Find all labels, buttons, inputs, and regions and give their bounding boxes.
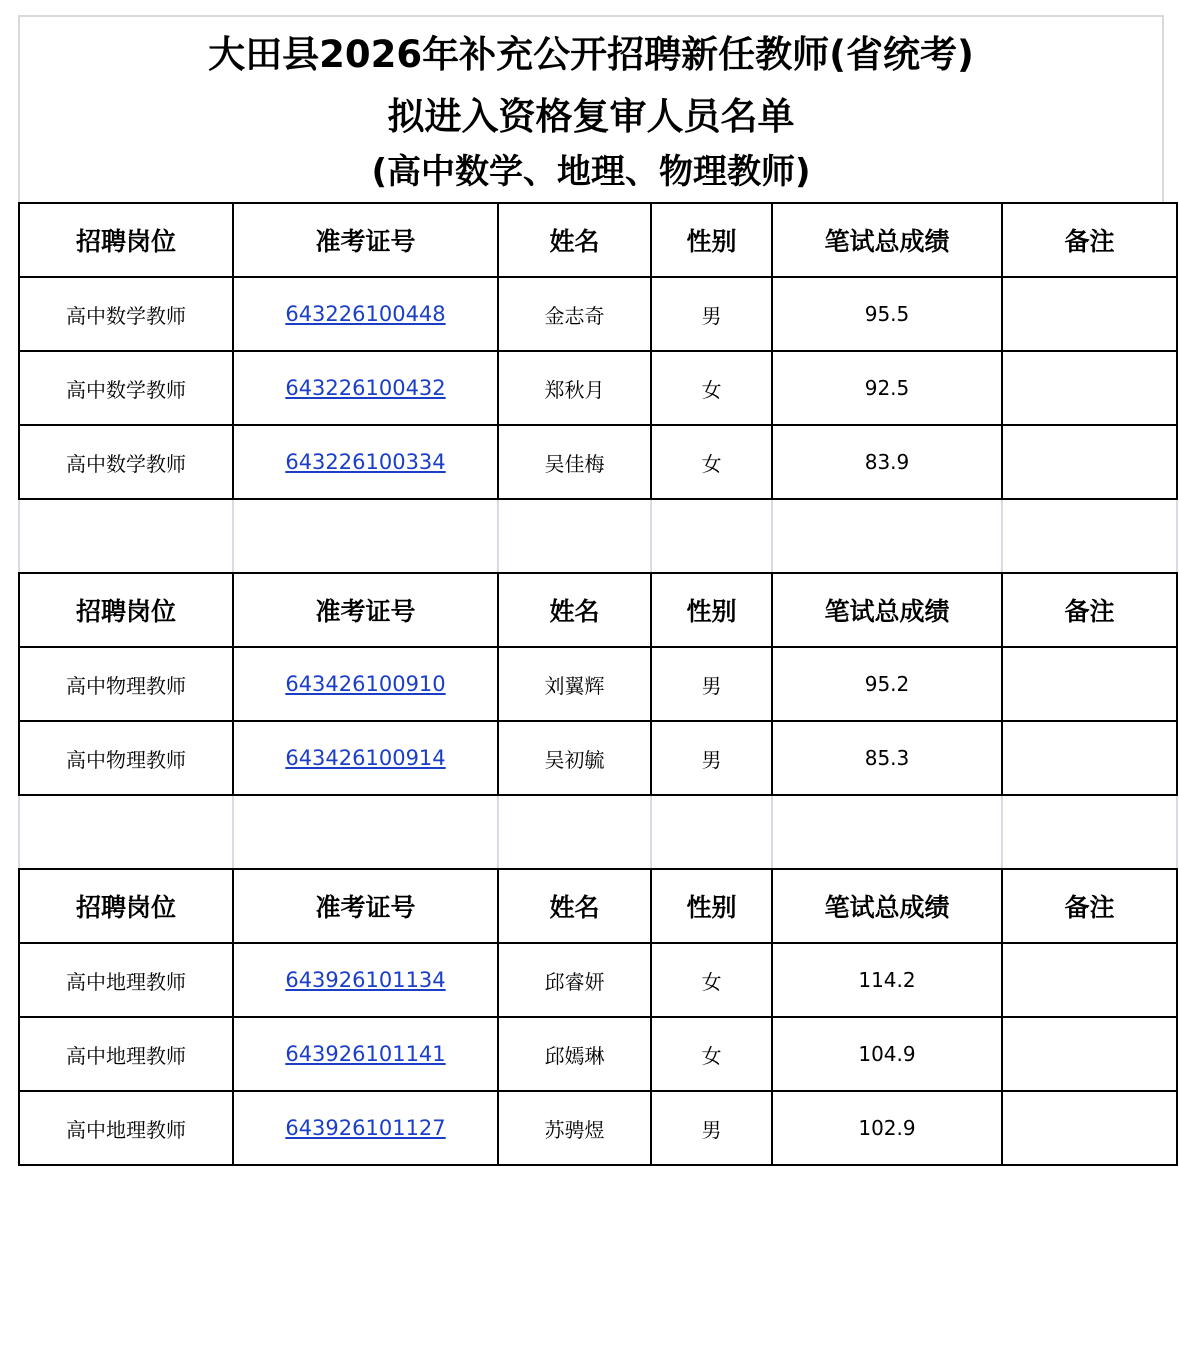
- results-table-3: [18, 868, 1178, 1166]
- exam-number-link[interactable]: 643226100432: [285, 376, 446, 400]
- table-row: [19, 1091, 1177, 1165]
- spacer-cell: [772, 796, 1002, 868]
- spacer-cell: [772, 500, 1002, 572]
- column-header-gender: 性别: [651, 203, 772, 277]
- spacer-cell: [651, 796, 772, 868]
- table-row: [19, 943, 1177, 1017]
- table-header-row: [19, 573, 1177, 647]
- cell-note: [1002, 1091, 1177, 1165]
- cell-name: 苏骋煜: [498, 1091, 651, 1165]
- cell-note: [1002, 277, 1177, 351]
- cell-position: 高中数学教师: [19, 425, 233, 499]
- cell-exam-number: [233, 1091, 498, 1165]
- cell-note: [1002, 425, 1177, 499]
- spacer-cell: [1002, 500, 1177, 572]
- column-header-exam-number: 准考证号: [233, 869, 498, 943]
- cell-position: 高中地理教师: [19, 1091, 233, 1165]
- cell-name: 金志奇: [498, 277, 651, 351]
- cell-position: 高中数学教师: [19, 277, 233, 351]
- column-header-position: 招聘岗位: [19, 869, 233, 943]
- cell-exam-number: [233, 425, 498, 499]
- column-header-score: 笔试总成绩: [772, 573, 1002, 647]
- column-header-score: 笔试总成绩: [772, 869, 1002, 943]
- title-block: [18, 15, 1164, 202]
- results-table-2: [18, 572, 1178, 796]
- table-header-row: [19, 869, 1177, 943]
- cell-name: 郑秋月: [498, 351, 651, 425]
- column-header-name: 姓名: [498, 203, 651, 277]
- cell-exam-number: [233, 351, 498, 425]
- exam-number-link[interactable]: 643426100910: [285, 672, 446, 696]
- column-header-name: 姓名: [498, 573, 651, 647]
- cell-gender: 男: [651, 277, 772, 351]
- results-table-1: [18, 202, 1178, 500]
- column-header-exam-number: 准考证号: [233, 203, 498, 277]
- table-row: [19, 721, 1177, 795]
- page-subtitle: 拟进入资格复审人员名单: [387, 95, 795, 138]
- cell-score: 83.9: [772, 425, 1002, 499]
- spacer-cell: [19, 500, 233, 572]
- column-header-name: 姓名: [498, 869, 651, 943]
- exam-number-link[interactable]: 643926101141: [285, 1042, 446, 1066]
- cell-score: 85.3: [772, 721, 1002, 795]
- exam-number-link[interactable]: 643926101127: [285, 1116, 446, 1140]
- document-sheet: [18, 15, 1164, 1166]
- cell-gender: 女: [651, 351, 772, 425]
- cell-note: [1002, 351, 1177, 425]
- cell-note: [1002, 721, 1177, 795]
- cell-exam-number: [233, 943, 498, 1017]
- cell-exam-number: [233, 277, 498, 351]
- cell-name: 邱睿妍: [498, 943, 651, 1017]
- cell-position: 高中地理教师: [19, 1017, 233, 1091]
- spacer-cell: [651, 500, 772, 572]
- cell-gender: 男: [651, 721, 772, 795]
- cell-score: 114.2: [772, 943, 1002, 1017]
- cell-score: 95.5: [772, 277, 1002, 351]
- cell-score: 92.5: [772, 351, 1002, 425]
- cell-score: 95.2: [772, 647, 1002, 721]
- cell-name: 刘翼辉: [498, 647, 651, 721]
- cell-score: 104.9: [772, 1017, 1002, 1091]
- spacer-cell: [19, 796, 233, 868]
- column-header-score: 笔试总成绩: [772, 203, 1002, 277]
- table-row: [19, 425, 1177, 499]
- cell-gender: 女: [651, 943, 772, 1017]
- exam-number-link[interactable]: 643226100448: [285, 302, 446, 326]
- table-row: [19, 351, 1177, 425]
- spacer-cell: [233, 500, 498, 572]
- cell-gender: 女: [651, 425, 772, 499]
- column-header-note: 备注: [1002, 869, 1177, 943]
- exam-number-link[interactable]: 643926101134: [285, 968, 446, 992]
- cell-gender: 男: [651, 647, 772, 721]
- column-header-gender: 性别: [651, 573, 772, 647]
- cell-name: 邱嫣琳: [498, 1017, 651, 1091]
- section-spacer: [18, 796, 1178, 868]
- spacer-cell: [1002, 796, 1177, 868]
- spacer-cell: [498, 500, 651, 572]
- column-header-position: 招聘岗位: [19, 203, 233, 277]
- cell-note: [1002, 1017, 1177, 1091]
- cell-position: 高中数学教师: [19, 351, 233, 425]
- column-header-note: 备注: [1002, 573, 1177, 647]
- page-subject-note: (高中数学、地理、物理教师): [371, 152, 811, 192]
- exam-number-link[interactable]: 643226100334: [285, 450, 446, 474]
- results-tables: [18, 202, 1164, 1166]
- column-header-position: 招聘岗位: [19, 573, 233, 647]
- section-spacer: [18, 500, 1178, 572]
- cell-position: 高中物理教师: [19, 647, 233, 721]
- cell-name: 吴初毓: [498, 721, 651, 795]
- column-header-gender: 性别: [651, 869, 772, 943]
- page-title: 大田县2026年补充公开招聘新任教师(省统考): [208, 33, 974, 76]
- cell-position: 高中物理教师: [19, 721, 233, 795]
- cell-name: 吴佳梅: [498, 425, 651, 499]
- spacer-cell: [233, 796, 498, 868]
- cell-score: 102.9: [772, 1091, 1002, 1165]
- cell-gender: 女: [651, 1017, 772, 1091]
- cell-exam-number: [233, 647, 498, 721]
- column-header-exam-number: 准考证号: [233, 573, 498, 647]
- cell-position: 高中地理教师: [19, 943, 233, 1017]
- cell-note: [1002, 943, 1177, 1017]
- table-row: [19, 277, 1177, 351]
- spacer-cell: [498, 796, 651, 868]
- cell-exam-number: [233, 721, 498, 795]
- exam-number-link[interactable]: 643426100914: [285, 746, 446, 770]
- cell-exam-number: [233, 1017, 498, 1091]
- cell-gender: 男: [651, 1091, 772, 1165]
- cell-note: [1002, 647, 1177, 721]
- column-header-note: 备注: [1002, 203, 1177, 277]
- table-row: [19, 1017, 1177, 1091]
- table-row: [19, 647, 1177, 721]
- table-header-row: [19, 203, 1177, 277]
